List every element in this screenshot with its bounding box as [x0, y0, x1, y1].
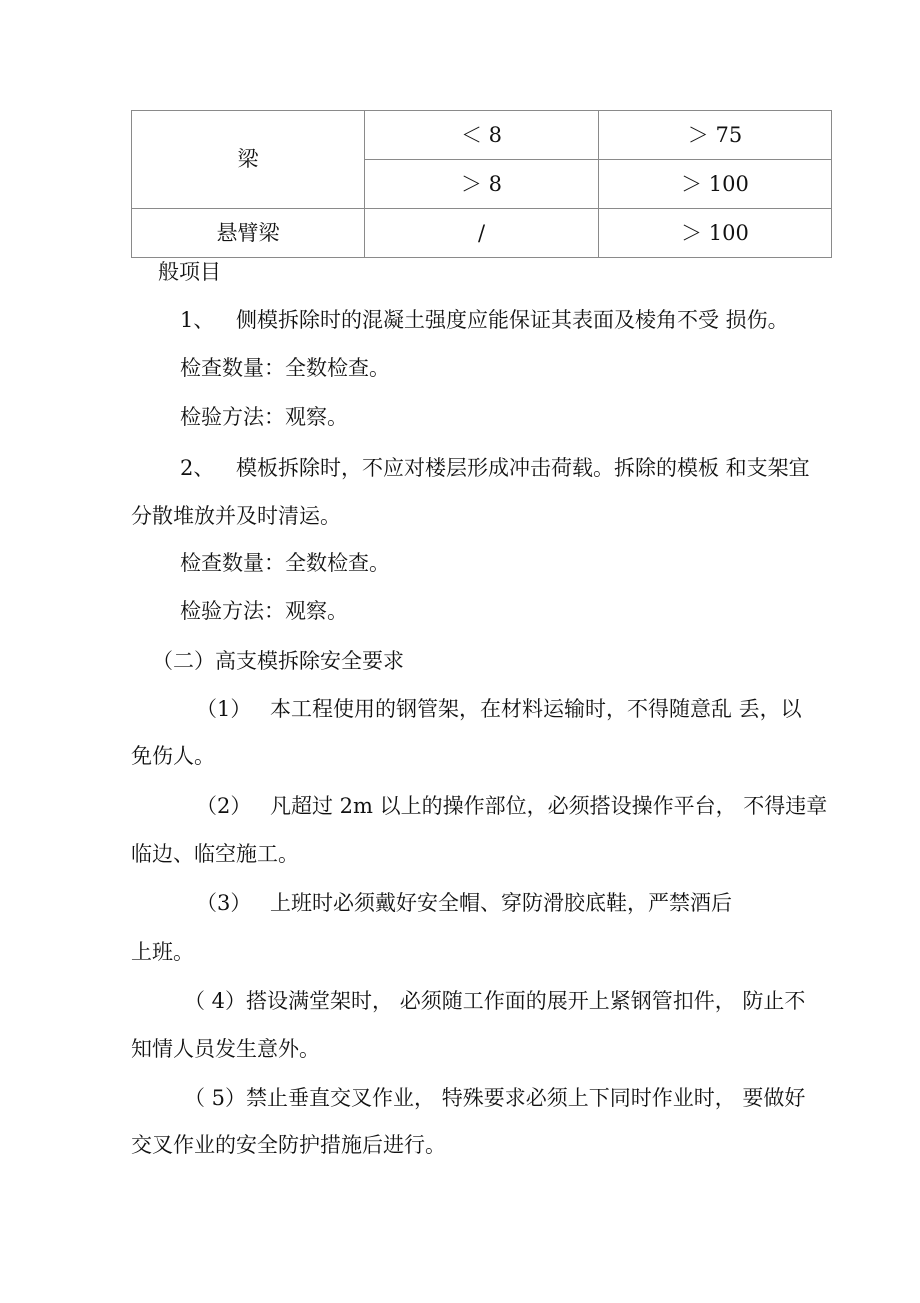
safety-3-number: （3） — [196, 891, 252, 915]
safety-1-line1: 本工程使用的钢管架，在材料运输时，不得随意乱 丢，以 — [270, 697, 802, 721]
item1-number: 1、 — [180, 308, 215, 332]
table-row — [132, 209, 832, 258]
table-cell-span: ＞ 8 — [365, 160, 599, 209]
safety-5-line1: （ 5）禁止垂直交叉作业， 特殊要求必须上下同时作业时， 要做好 — [184, 1086, 806, 1110]
table-cell-span: ＜ 8 — [365, 111, 599, 160]
item2-text-line2: 分散堆放并及时清运。 — [131, 504, 341, 528]
table-cell-member: 悬臂梁 — [132, 209, 365, 258]
safety-heading: （二）高支模拆除安全要求 — [152, 649, 404, 673]
general-items-heading: 般项目 — [158, 260, 221, 284]
safety-3-line2: 上班。 — [131, 940, 194, 964]
safety-2-number: （2） — [196, 794, 252, 818]
table-cell-span: / — [365, 209, 599, 258]
table-cell-strength: ＞ 100 — [599, 209, 832, 258]
table-row — [132, 111, 832, 160]
safety-2-line1: 凡超过 2m 以上的操作部位，必须搭设操作平台， 不得违章 — [270, 794, 828, 818]
item2-check-quantity: 检查数量：全数检查。 — [180, 551, 390, 575]
item2-check-method: 检验方法：观察。 — [180, 599, 348, 623]
formwork-strength-table — [131, 110, 832, 258]
safety-2-line2: 临边、临空施工。 — [131, 842, 299, 866]
item2-text-line1: 模板拆除时，不应对楼层形成冲击荷载。拆除的模板 和支架宜 — [236, 456, 810, 480]
table-cell-member: 梁 — [132, 111, 365, 209]
safety-1-line2: 免伤人。 — [131, 744, 215, 768]
safety-4-line1: （ 4）搭设满堂架时， 必须随工作面的展开上紧钢管扣件， 防止不 — [184, 989, 806, 1013]
item1-text: 侧模拆除时的混凝土强度应能保证其表面及棱角不受 损伤。 — [236, 308, 789, 332]
item2-number: 2、 — [180, 456, 215, 480]
table-cell-strength: ＞ 100 — [599, 160, 832, 209]
safety-1-number: （1） — [196, 697, 252, 721]
item1-check-method: 检验方法：观察。 — [180, 405, 348, 429]
safety-4-line2: 知情人员发生意外。 — [131, 1037, 320, 1061]
item1-check-quantity: 检查数量：全数检查。 — [180, 356, 390, 380]
safety-5-line2: 交叉作业的安全防护措施后进行。 — [131, 1133, 446, 1157]
safety-3-line1: 上班时必须戴好安全帽、穿防滑胶底鞋，严禁酒后 — [270, 891, 732, 915]
table-cell-strength: ＞ 75 — [599, 111, 832, 160]
